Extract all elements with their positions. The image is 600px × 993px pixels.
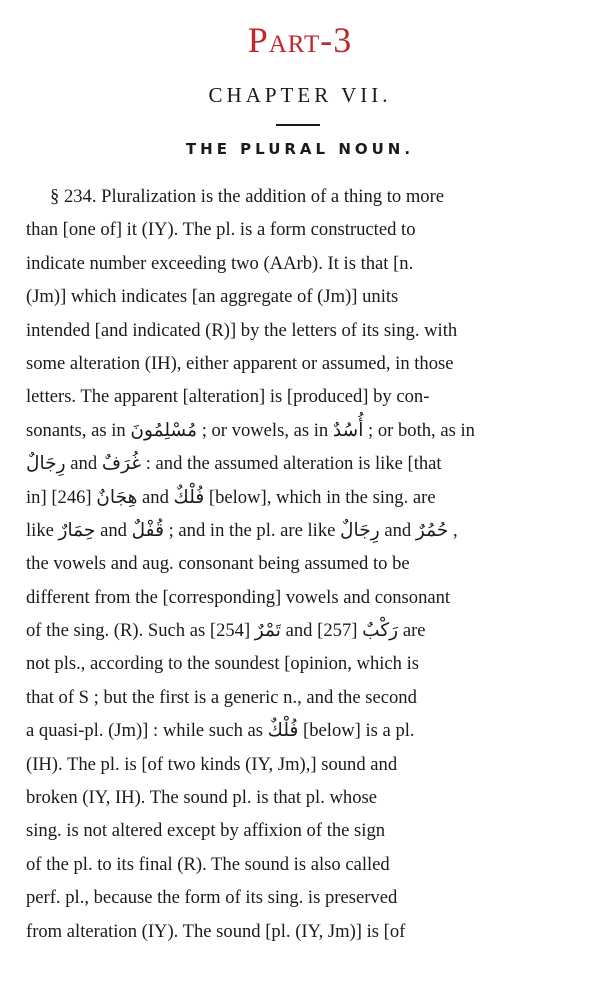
text-line: of the sing. (R). Such as تَمْرٌ [254] and رَكْبٌ [257] are	[26, 620, 426, 642]
text-line: different from the [corresponding] vowels and consonant	[26, 586, 451, 608]
text-line: intended [and indicated (R)] by the letters of its sing. with	[26, 319, 458, 341]
text-line: like حِمَارٌ and قُفْلٌ ; and in the pl. are like رِجَالٌ and حُمُرٌ ,	[26, 519, 458, 541]
text-line: that of S ; but the first is a generic n., and the second	[26, 686, 417, 708]
text-line: indicate number exceeding two (AArb). It is that [n.	[26, 252, 414, 274]
body-text	[26, 180, 600, 948]
title-rule	[276, 124, 320, 126]
text-line: than [one of] it (IY). The pl. is a form constructed to	[26, 219, 416, 241]
text-line: رِجَالٌ and غُرَفٌ : and the assumed alteration is like [that	[26, 453, 442, 475]
chapter-title: CHAPTER VII.	[208, 83, 392, 107]
section-heading: THE PLURAL NOUN.	[185, 140, 415, 158]
text-line: broken (IY, IH). The sound pl. is that pl. whose	[26, 787, 378, 809]
text-line: letters. The apparent [alteration] is [produced] by con-	[26, 386, 430, 408]
text-line: from alteration (IY). The sound [pl. (IY, Jm)] is [of	[26, 920, 406, 942]
text-line: not pls., according to the soundest [opinion, which is	[26, 653, 420, 675]
text-line: of the pl. to its final (R). The sound is also called	[26, 853, 390, 875]
text-line: (Jm)] which indicates [an aggregate of (Jm)] units	[26, 286, 399, 308]
text-line: some alteration (IH), either apparent or assumed, in those	[26, 352, 454, 374]
text-line: the vowels and aug. consonant being assumed to be	[26, 553, 410, 575]
part-title: Part-3	[247, 20, 353, 60]
text-line: sonants, as in مُسْلِمُونَ ; or vowels, as in أُسُدٌ ; or both, as in	[26, 419, 475, 441]
text-line: a quasi-pl. (Jm)] : while such as فُلْكٌ [below] is a pl.	[26, 720, 415, 742]
text-line: § 234. Pluralization is the addition of a thing to more	[50, 186, 445, 207]
text-line: (IH). The pl. is [of two kinds (IY, Jm),] sound and	[26, 753, 398, 775]
text-line: perf. pl., because the form of its sing. is preserved	[26, 887, 398, 909]
text-line: in] هِجَانٌ [246] and فُلْكٌ [below], which in the sing. are	[26, 486, 436, 508]
text-line: sing. is not altered except by affixion of the sign	[26, 820, 386, 842]
